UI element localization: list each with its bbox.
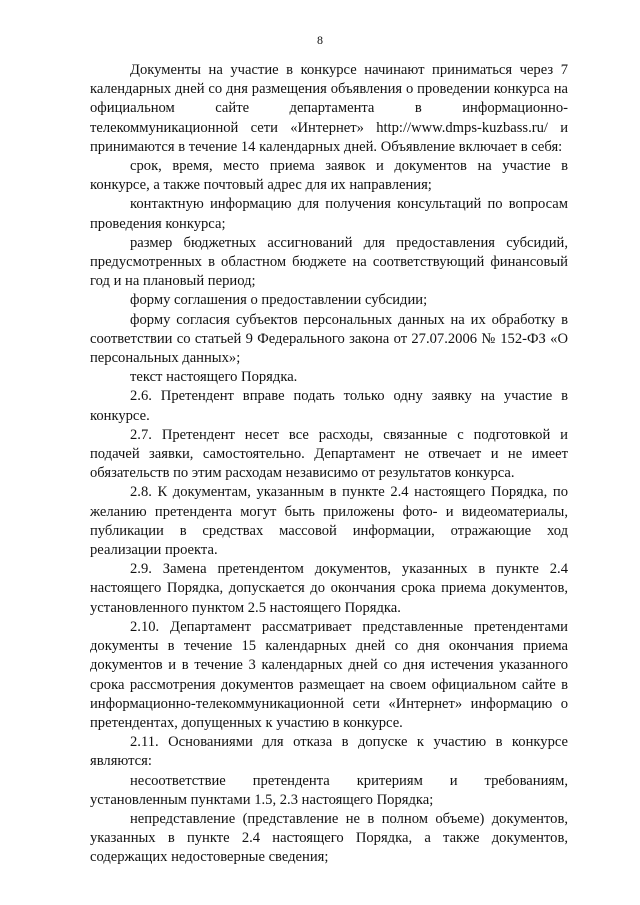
paragraph: несоответствие претендента критериям и требованиям, установленным пунктами 1.5, 2.3 настоящего Порядка; [90, 772, 568, 808]
paragraph: форму согласия субъектов персональных данных на их обработку в соответствии со статьей 9 Федерального закона от 27.07.2006 № 152-ФЗ «О персональных данных»; [90, 311, 568, 367]
paragraph: текст настоящего Порядка. [130, 369, 298, 386]
paragraph: срок, время, место приема заявок и документов на участие в конкурсе, а также почтовый адрес для их направления; [90, 158, 568, 194]
paragraph: 2.6. Претендент вправе подать только одну заявку на участие в конкурсе. [90, 388, 568, 424]
paragraph: 2.9. Замена претендентом документов, указанных в пункте 2.4 настоящего Порядка, допускается до окончания срока приема документов, установленного пунктом 2.5 настоящего Порядка. [90, 561, 568, 616]
page-number: 8 [317, 33, 323, 47]
paragraph: 2.11. Основаниями для отказа в допуске к участию в конкурсе являются: [90, 734, 568, 770]
paragraph: непредставление (представление не в полном объеме) документов, указанных в пункте 2.4 настоящего Порядка, а также документов, содержащих недостоверные сведения; [90, 810, 568, 866]
paragraph: 2.8. К документам, указанным в пункте 2.4 настоящего Порядка, по желанию претендента могут быть приложены фото- и видеоматериалы, публикации в средствах массовой информации, отражающие ход реализации проекта. [90, 484, 568, 559]
paragraph: 2.7. Претендент несет все расходы, связанные с подготовкой и подачей заявки, самостоятельно. Департамент не отвечает и не имеет обязательств по этим расходам независимо от результатов конкурса. [90, 426, 568, 482]
paragraph: контактную информацию для получения консультаций по вопросам проведения конкурса; [90, 196, 568, 232]
paragraph: форму соглашения о предоставлении субсидии; [130, 292, 428, 309]
paragraph: 2.10. Департамент рассматривает представленные претендентами документы в течение 15 календарных дней со дня окончания приема документов и в течение 3 календарных дней со дня истечения указанного срока рассмотрения документов размещает на своем официальном сайте в информационно-телекоммуникационной сети «Интернет» информацию о претендентах, допущенных к участию в конкурсе. [90, 618, 568, 731]
document-body [90, 61, 568, 868]
paragraph: размер бюджетных ассигнований для предоставления субсидий, предусмотренных в областном бюджете на соответствующий финансовый год и на плановый период; [90, 234, 568, 290]
paragraph: Документы на участие в конкурсе начинают приниматься через 7 календарных дней со дня размещения объявления о проведении конкурса на официальном сайте департамента в информационно-телекоммуникационной сети «Интернет» http://www.dmps-kuzbass.ru/ и принимаются в течение 14 календарных дней. Объявление включает в себя: [90, 62, 568, 155]
